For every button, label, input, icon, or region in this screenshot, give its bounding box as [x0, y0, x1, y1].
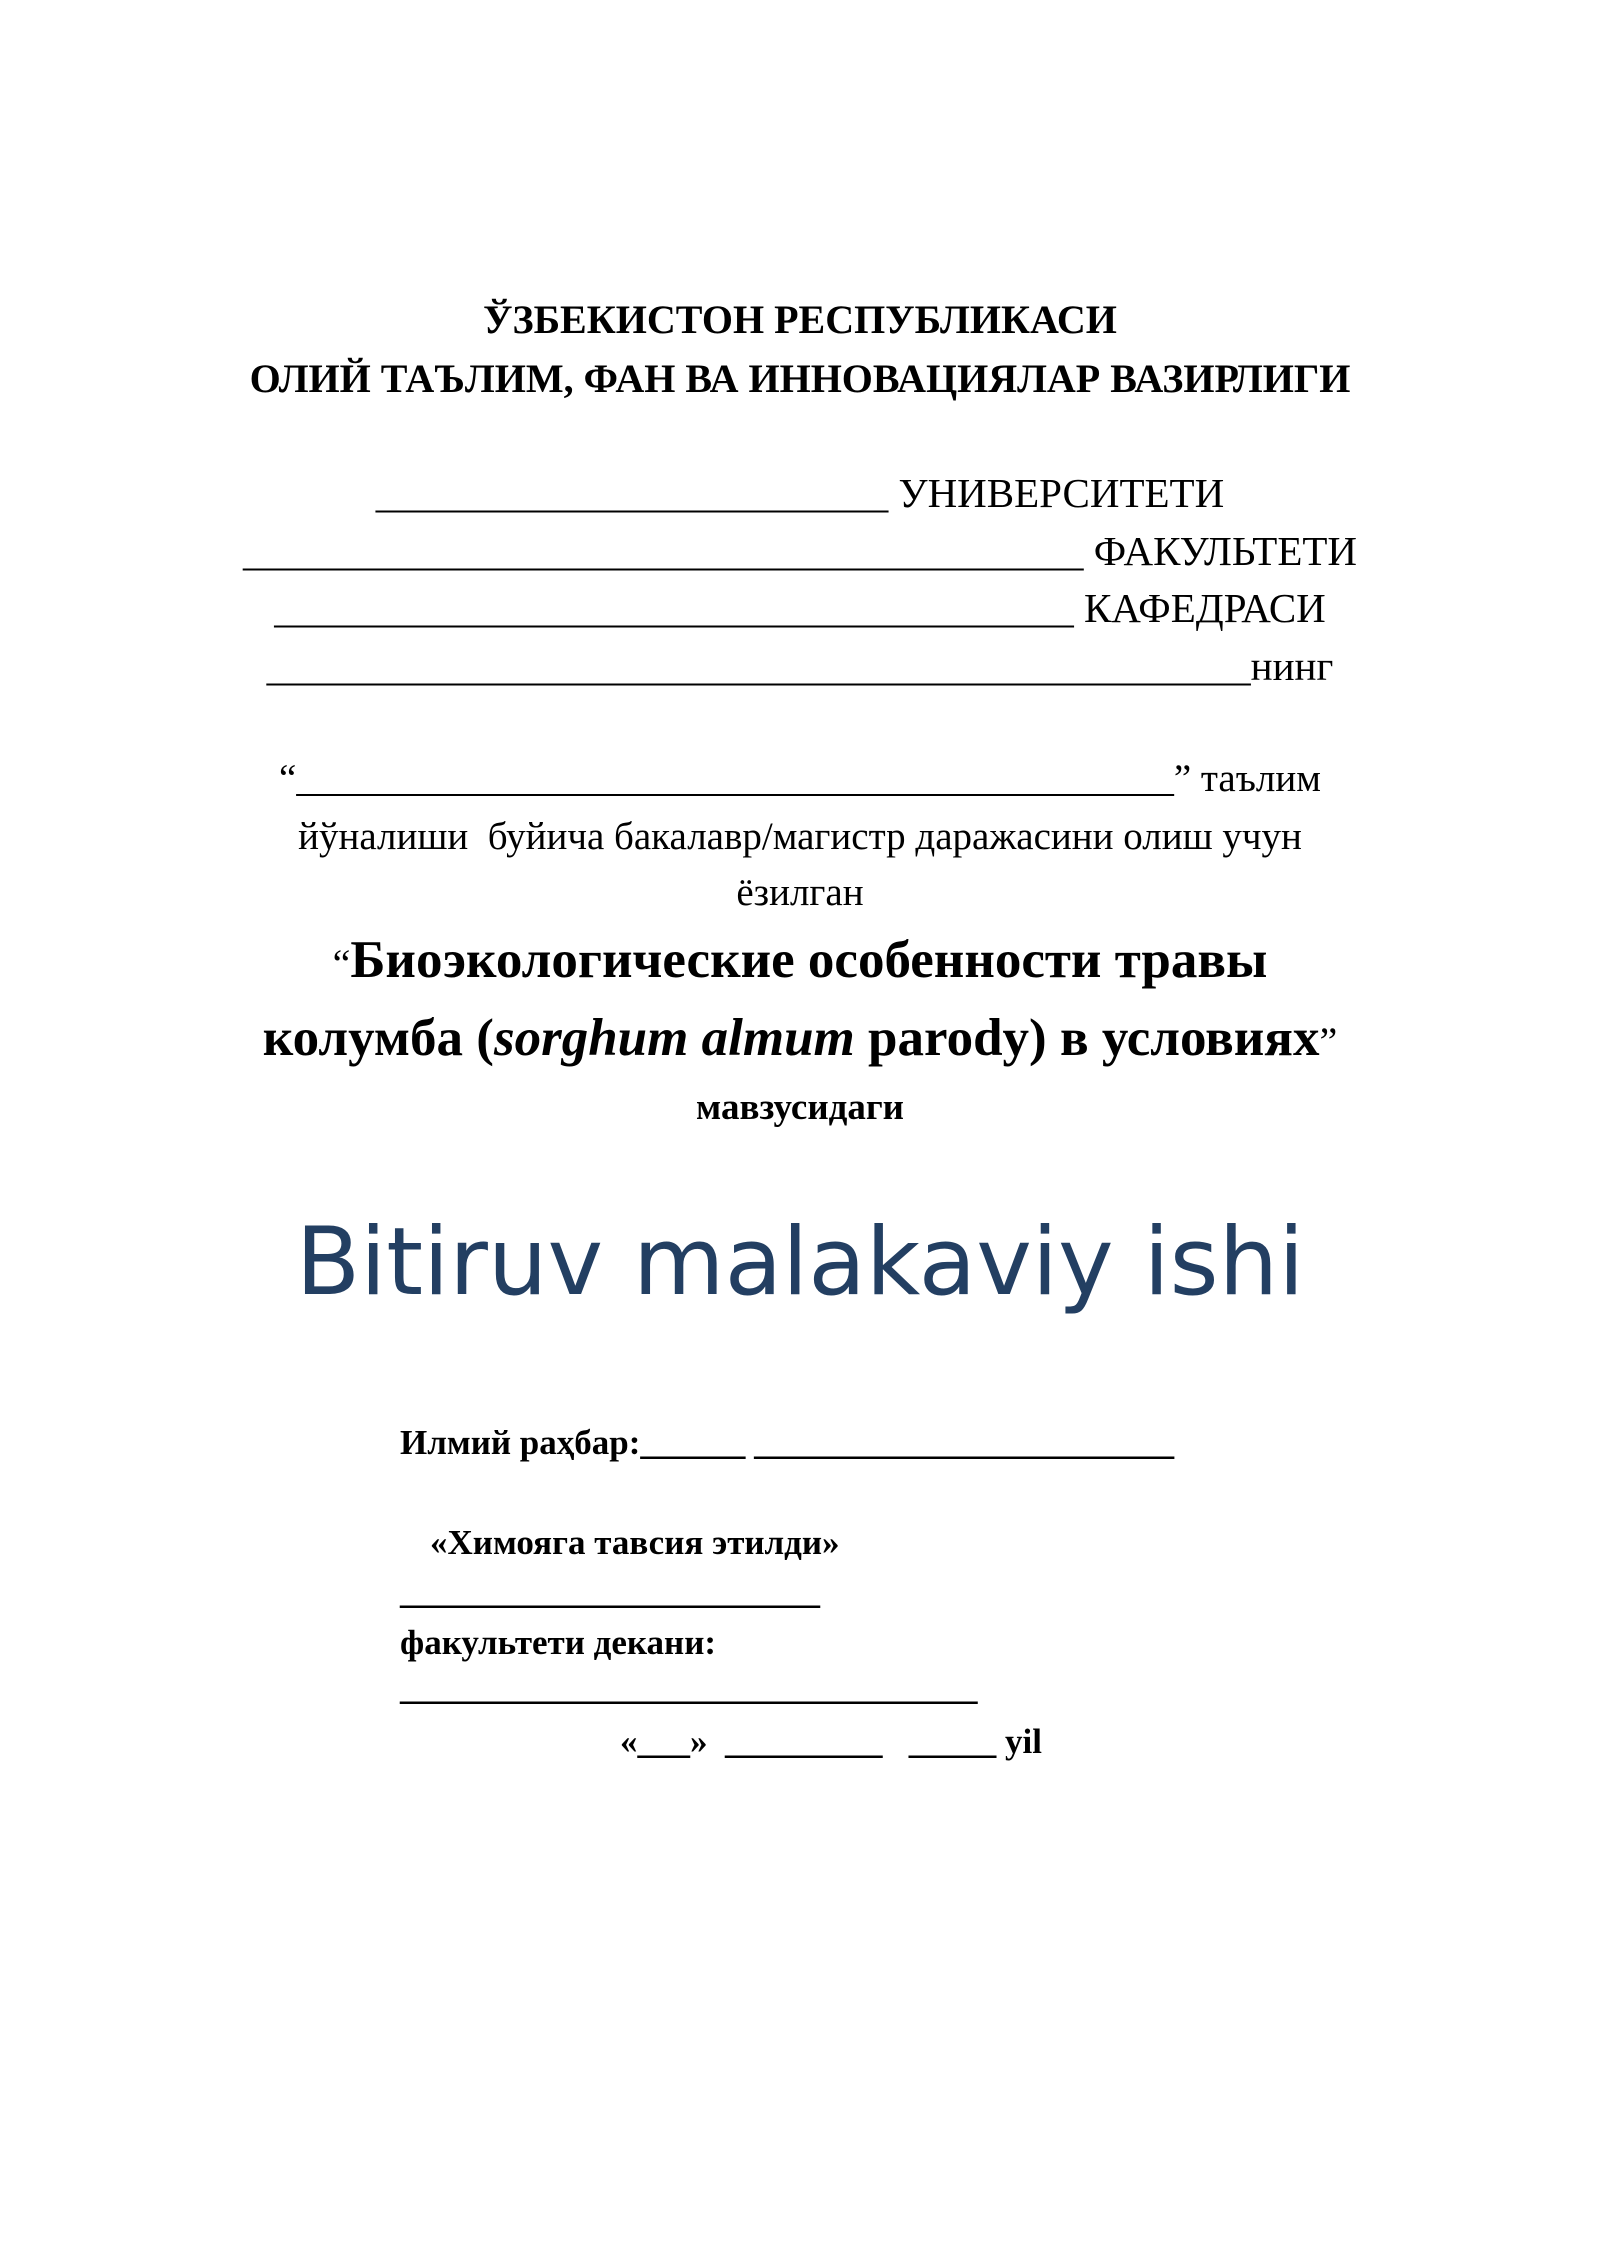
work-type-title: Bitiruv malakaviy ishi [295, 1208, 1305, 1317]
topic-latin-name: sorghum almum [493, 1009, 855, 1067]
university-line: _________________________ УНИВЕРСИТЕТИ [375, 470, 1225, 516]
direction-line: “_____________________________________________” таълим [279, 757, 1321, 800]
topic-text-1: Биоэкологические особенности травы [350, 931, 1268, 989]
dean-line: факультети декани: [400, 1623, 717, 1662]
topic-open-quote: “ [332, 941, 351, 986]
topic-text-2a: колумба ( [262, 1009, 494, 1067]
topic-line-2 [0, 1008, 1600, 1068]
topic-close-quote: ” [1319, 1019, 1338, 1064]
signature-blank-2: _________________________________ [400, 1668, 978, 1707]
ministry-country: ЎЗБЕКИСТОН РЕСПУБЛИКАСИ [483, 297, 1117, 342]
date-line: «___» _________ _____ yil [620, 1722, 1042, 1761]
supervisor-line: Илмий раҳбар:______ ________________________ [400, 1423, 1175, 1462]
topic-line-1 [0, 930, 1600, 990]
topic-text-2b: parody) в условиях [854, 1009, 1320, 1067]
faculty-line: _________________________________________ ФАКУЛЬТЕТИ [242, 528, 1358, 574]
recommended-line: «Химояга тавсия этилди» [430, 1523, 840, 1562]
ning-line: ________________________________________________нинг [266, 643, 1334, 689]
department-line: _______________________________________ КАФЕДРАСИ [274, 585, 1326, 631]
ministry-name: ОЛИЙ ТАЪЛИМ, ФАН ВА ИННОВАЦИЯЛАР ВАЗИРЛИГИ [249, 356, 1351, 401]
degree-line: йўналиши буйича бакалавр/магистр даражасини олиш учун [298, 815, 1302, 858]
signature-blank-1: ________________________ [400, 1572, 820, 1611]
written-line: ёзилган [736, 871, 864, 914]
topic-mavzusidagi: мавзусидаги [696, 1087, 904, 1128]
